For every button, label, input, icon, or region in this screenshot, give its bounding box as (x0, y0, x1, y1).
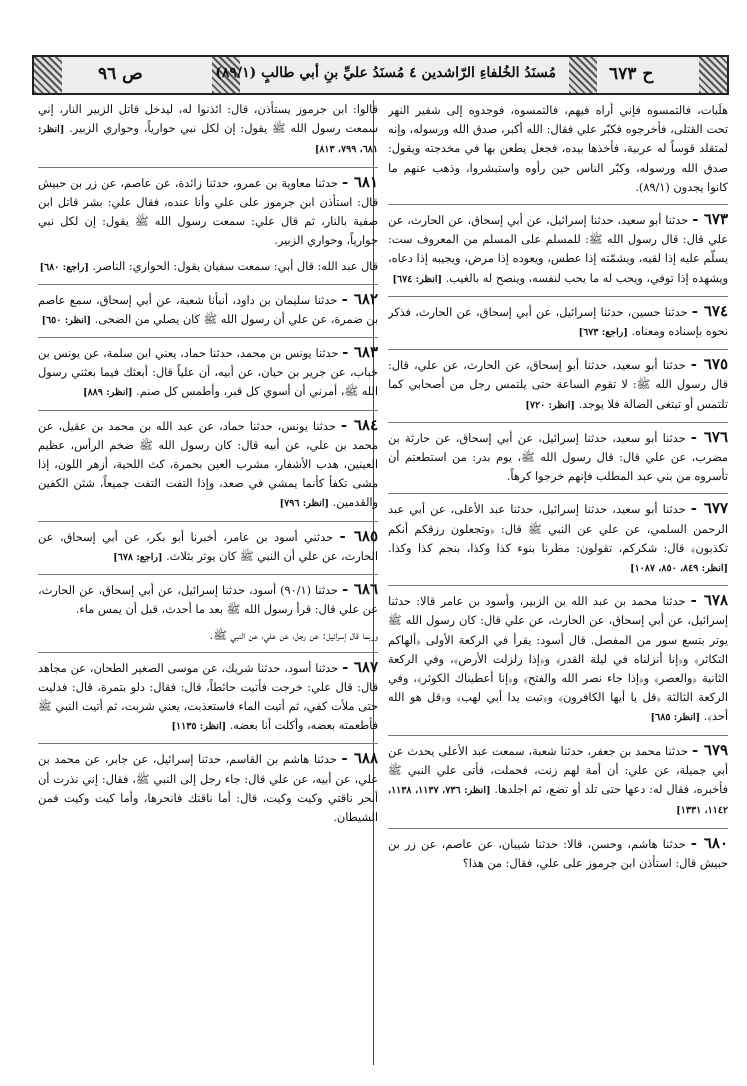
hadith-entry: ٦٨٦ - حدثنا (٩٠/١) أسود، حدثنا إسرائيل، عن أبي إسحاق، عن الحارث، عن علي قال: قرأ رسول الله ﷺ بعد ما أحدث، قبل أن يمس ماء. (38, 574, 378, 619)
commentary-note: وربما قال إسرائيل: عن رجل، عن علي، عن النبي ﷺ. (209, 629, 378, 643)
left-column (38, 100, 378, 1070)
hadith-entry: ٦٨١ - حدثنا معاوية بن عمرو، حدثنا زائدة، عن عاصم، عن زر بن حبيش قال: استأذن ابن جرموز على علي وأنا عنده، فقال علي: بشر قاتل ابن صفية بالنار، ثم قال علي: سمعت رسول الله ﷺ يقول: إن لكل نبي حوارياً، وحواري الزبير. (38, 167, 378, 251)
ornament-right (699, 57, 727, 93)
hadith-entry: ٦٧٨ - حدثنا محمد بن عبد الله بن الزبير، وأسود بن عامر قالا: حدثنا إسرائيل، عن أبي إسحاق، عن الحارث، عن علي قال: كان رسول الله ﷺ يوتر بتسع سور من المفصل. قال أسود: يقرأ في الركعة الأولى ﴿ألهاكم التكاثر﴾ و﴿إنا أنزلناه في ليلة القدر﴾ و﴿إذا زلزلت الأرض﴾، وفي الركعة الثانية ﴿والعصر﴾ و﴿إذا جاء نصر الله والفتح﴾ و﴿إنا أعطيناك الكوثر﴾، وفي الركعة الثالثة ﴿قل يا أيها الكافرون﴾ و﴿تبت يدا أبي لهب﴾ و﴿قل هو الله أحد﴾. [انظر: ٦٨٥] (388, 585, 728, 727)
hadith-range: ح ٦٧٣ (609, 64, 654, 84)
hadith-entry: ٦٨٧ - حدثنا أسود، حدثنا شريك، عن موسى الصغير الطحان، عن مجاهد قال: قال علي: خرجت فأتيت حائطاً، قال: فقال: دلو بتمرة، قال: فدليت حتى ملأت كفي، ثم أتيت الماء فاستعذبت، يعني شربت، ثم أتيت النبي ﷺ فأطعمته بعضه، وأكلت أنا بعضه. [انظر: ١١٣٥] (38, 652, 378, 737)
hadith-entry: ٦٨٨ - حدثنا هاشم بن القاسم، حدثنا إسرائيل، عن جابر، عن محمد بن علي، عن أبيه، عن علي قال: جاء رجل إلى النبي ﷺ، فقال: إني نذرت أن أنحر ناقتي وكيت وكيت، قال: أما ناقتك فانحرها، وأما كيت وكيت فمن الشيطان. (38, 743, 378, 827)
running-title: مُسنَدُ الخُلفاءِ الرّاشدين ٤ مُسنَدُ عليِّ بنِ أبي طالبٍ (٨٩/١) (215, 65, 556, 81)
right-column (388, 100, 728, 1070)
hadith-entry: ٦٧٥ - حدثنا أبو سعيد، حدثنا أبو إسحاق، عن الحارث، عن علي، قال: قال رسول الله ﷺ: لا تقوم الساعة حتى يلتمس رجل من أصحابي كما تلتمس أو تبتغى الضالة فلا يوجد. [انظر: ٧٢٠] (388, 349, 728, 415)
hadith-entry: ٦٨٠ - حدثنا هاشم، وحسن، قالا: حدثنا شيبان، عن عاصم، عن زر بن حبيش قال: استأذن ابن جرموز على علي، فقال: من هذا؟ (388, 828, 728, 873)
ornament-inner-right (569, 57, 597, 93)
hadith-entry: قالوا: ابن جرموز يستأذن، قال: ائذنوا له، ليدخل قاتل الزبير النار، إني سمعت رسول الله ﷺ يقول: إن لكل نبي حوارياً، وحواري الزبير. [انظر: ٦٨١، ٧٩٩، ٨١٣] (38, 103, 378, 156)
hadith-entry: ٦٧٧ - حدثنا أبو سعيد، حدثنا إسرائيل، حدثنا عبد الأعلى، عن أبي عبد الرحمن السلمي، عن علي عن النبي ﷺ قال: ﴿وتجعلون رزقكم أنكم تكذبون﴾ قال: شكركم، تقولون: مطرنا بنوء كذا وكذا، بنجم كذا وكذا. [انظر: ٨٤٩، ٨٥٠، ١٠٨٧] (388, 493, 728, 578)
hadith-entry: ٦٨٢ - حدثنا سليمان بن داود، أنبأنا شعبة، عن أبي إسحاق، سمع عاصم بن ضمرة، عن علي أن رسول الله ﷺ كان يصلي من الضحى. [انظر: ٦٥٠] (38, 284, 378, 330)
hadith-entry: ٦٧٩ - حدثنا محمد بن جعفر، حدثنا شعبة، سمعت عبد الأعلى يحدث عن أبي جميلة، عن علي: أن أمة لهم زنت، فحملت، فأتى علي النبي ﷺ فأخبره، فقال له: دعها حتى تلد أو تضع، ثم اجلدها. [انظر: ٧٣٦، ١١٣٧، ١١٣٨، ١١٤٢، ١٣٣١] (388, 735, 728, 821)
hadith-entry: ٦٧٣ - حدثنا أبو سعيد، حدثنا إسرائيل، عن أبي إسحاق، عن الحارث، عن علي قال: قال رسول الله ﷺ: للمسلم على المسلم من المعروف ست: يسلّم عليه إذا لقيه، ويشمّته إذا عطس، ويعوده إذا مرض، ويجيبه إذا دعاه، ويشهده إذا توفي، ويحب له ما يحب لنفسه، وينصح له بالغيب. [انظر: ٦٧٤] (388, 204, 728, 289)
hadith-entry: ٦٨٥ - حدثني أسود بن عامر، أخبرنا أبو بكر، عن أبي إسحاق، عن الحارث، عن علي أن النبي ﷺ كان يوتر بثلاث. [راجع: ٦٧٨] (38, 521, 378, 567)
hadith-entry: ٦٨٣ - حدثنا يونس بن محمد، حدثنا حماد، يعني ابن سلمة، عن يونس بن خباب، عن جرير بن حيان، عن أبيه، أن علياً قال: أبعثك فيما بعثني رسول الله ﷺ، أمرني أن أسوي كل قبر، وأطمس كل صنم. [انظر: ٨٨٩] (38, 337, 378, 403)
hadith-entry: هلَبات، فالتمسوه فإني أراه فيهم، فالتمسوه، فوجدوه إلى شفير النهر تحت القتلى، فأخرجوه فكبّر علي فقال: الله أكبر، صدق الله ورسوله، وإنه لمتقلد قوساً له عربية، فأخذها بيده، فجعل يطعن بها في مخدجته ويقول: صدق الله ورسوله، وكبّر الناس حين رأوه واستبشروا، وذهب عنهم ما كانوا يجدون (٨٩/١). (388, 104, 728, 194)
commentary-note: قال عبد الله: قال أبي: سمعت سفيان يقول: الحواري: الناصر. [راجع: ٦٨٠] (39, 260, 378, 274)
page-number: ص ٩٦ (98, 64, 143, 84)
hadith-entry: ٦٨٤ - حدثنا يونس، حدثنا حماد، عن عبد الله بن محمد بن عقيل، عن محمد بن علي، عن أبيه قال: كان رسول الله ﷺ ضخم الرأس، عظيم العينين، هدب الأشفار، مشرب العين بحمرة، كث اللحية، أزهر اللون، إذا مشى تكفأ كأنما يمشي في صعد، وإذا التفت التفت جميعاً، شثن الكفين والقدمين. [انظر: ٧٩٦] (38, 410, 378, 514)
hadith-entry: ٦٧٦ - حدثنا أبو سعيد، حدثنا إسرائيل، عن أبي إسحاق، عن حارثة بن مضرب، عن علي قال: قال رسول الله ﷺ، يوم بدر: من استطعتم أن تأسروه من بني عبد المطلب فإنهم خرجوا كرهاً. (388, 422, 728, 487)
ornament-left (34, 57, 62, 93)
hadith-entry: ٦٧٤ - حدثنا حسين، حدثنا إسرائيل، عن أبي إسحاق، عن الحارث، فذكر نحوه بإسناده ومعناه. [راجع: ٦٧٣] (388, 296, 728, 342)
page-header (32, 55, 729, 95)
